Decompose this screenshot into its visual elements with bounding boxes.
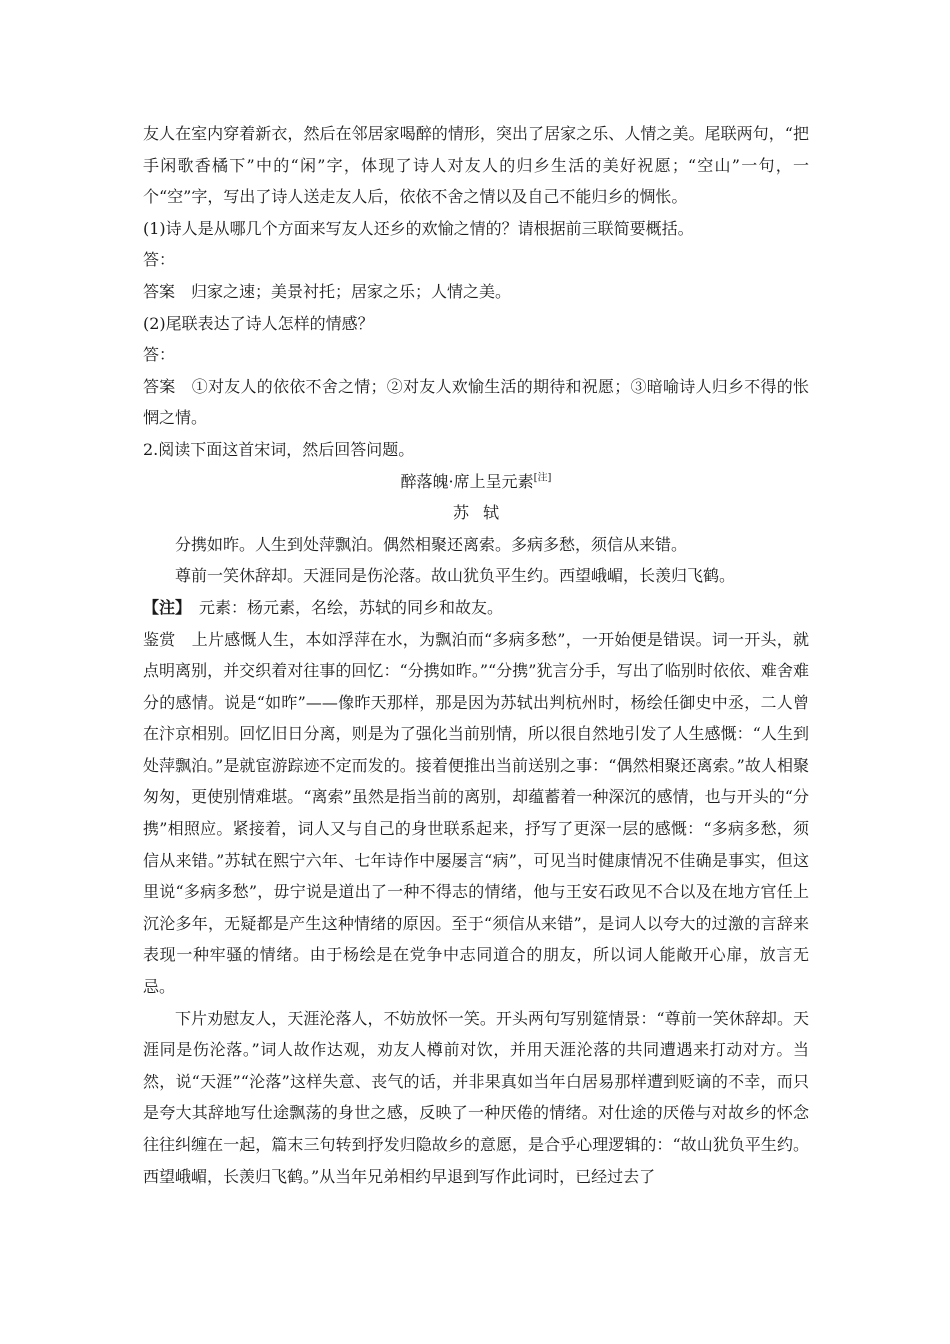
poem-author: 苏轼 bbox=[452, 503, 513, 523]
poem-note-mark: [注] bbox=[533, 472, 552, 484]
appreciation-label: 鉴赏 bbox=[143, 629, 176, 649]
appreciation-paragraph-1 bbox=[143, 624, 809, 1003]
answer-label: 答案 bbox=[143, 281, 176, 301]
document-body bbox=[143, 118, 809, 1192]
appreciation-text-1: 上片感慨人生，本如浮萍在水，为飘泊而“多病多愁”，一开始便是错误。词一开头，就点明离别，并交织着对往事的回忆：“分携如昨。”“分携”犹言分手，写出了临别时依依、难舍难分的感情。说是“如昨”——像昨天那样，那是因为苏轼出判杭州时，杨绘任御史中丞，二人曾在汴京相别。回忆旧日分离，则是为了强化当前别情，所以很自然地引发了人生感慨：“人生到处萍飘泊。”是就宦游踪迹不定而发的。接着便推出当前送别之事：“偶然相聚还离索。”故人相聚匆匆，更使别情难堪。“离索”虽然是指当前的离别，却蕴蓄着一种深沉的感情，也与开头的“分携”相照应。紧接着，词人又与自己的身世联系起来，抒写了更深一层的感慨：“多病多愁，须信从来错。”苏轼在熙宁六年、七年诗作中屡屡言“病”，可见当时健康情况不佳确是事实，但这里说“多病多愁”，毋宁说是道出了一种不得志的情绪，他与王安石政见不合以及在地方官任上沉沦多年，无疑都是产生这种情绪的原因。至于“须信从来错”，是词人以夸大的过激的言辞来表现一种牢骚的情绪。由于杨绘是在党争中志同道合的朋友，所以词人能敞开心扉，放言无忌。 bbox=[143, 629, 809, 997]
note-label: 【注】 bbox=[143, 597, 192, 617]
answer-blank-2: 答： bbox=[143, 345, 176, 365]
appreciation-paragraph-2: 下片劝慰友人，天涯沦落人，不妨放怀一笑。开头两句写别筵情景：“尊前一笑休辞却。天涯同是伤沦落。”词人故作达观，劝友人樽前对饮，并用天涯沦落的共同遭遇来打动对方。当然，说“天涯”“沦落”这样失意、丧气的话，并非果真如当年白居易那样遭到贬谪的不幸，而只是夸大其辞地写仕途飘荡的身世之感，反映了一种厌倦的情绪。对仕途的厌倦与对故乡的怀念往往纠缠在一起，篇末三句转到抒发归隐故乡的意愿，是合乎心理逻辑的：“故山犹负平生约。西望峨嵋，长羡归飞鹤。”从当年兄弟相约早退到写作此词时，已经过去了 bbox=[143, 1008, 809, 1186]
poem-note bbox=[143, 592, 809, 624]
poem-line-2: 尊前一笑休辞却。天涯同是伤沦落。故山犹负平生约。西望峨嵋，长羡归飞鹤。 bbox=[175, 566, 736, 586]
analysis-paragraph: 友人在室内穿着新衣，然后在邻居家喝醉的情形，突出了居家之乐、人情之美。尾联两句，“把手闲歌香橘下”中的“闲”字，体现了诗人对友人的归乡生活的美好祝愿；“空山”一句，一个“空”字，写出了诗人送走友人后，依依不舍之情以及自己不能归乡的惆怅。 bbox=[143, 124, 809, 207]
answer-text: ①对友人的依依不舍之情；②对友人欢愉生活的期待和祝愿；③暗喻诗人归乡不得的怅惘之情。 bbox=[143, 376, 809, 428]
poem-title-text: 醉落魄·席上呈元素 bbox=[400, 471, 534, 491]
answer-1 bbox=[143, 276, 809, 308]
poem-line-1: 分携如昨。人生到处萍飘泊。偶然相聚还离索。多病多愁，须信从来错。 bbox=[175, 534, 688, 554]
answer-blank-1: 答： bbox=[143, 250, 176, 270]
note-text: 元素：杨元素，名绘，苏轼的同乡和故友。 bbox=[199, 597, 504, 617]
question-3: 2.阅读下面这首宋词，然后回答问题。 bbox=[143, 439, 415, 459]
answer-2 bbox=[143, 371, 809, 434]
answer-text: 归家之速；美景衬托；居家之乐；人情之美。 bbox=[191, 281, 512, 301]
poem-title bbox=[143, 466, 809, 498]
question-1: (1)诗人是从哪几个方面来写友人还乡的欢愉之情的？请根据前三联简要概括。 bbox=[143, 218, 694, 238]
answer-label: 答案 bbox=[143, 376, 176, 396]
question-2: (2)尾联表达了诗人怎样的情感？ bbox=[143, 313, 374, 333]
